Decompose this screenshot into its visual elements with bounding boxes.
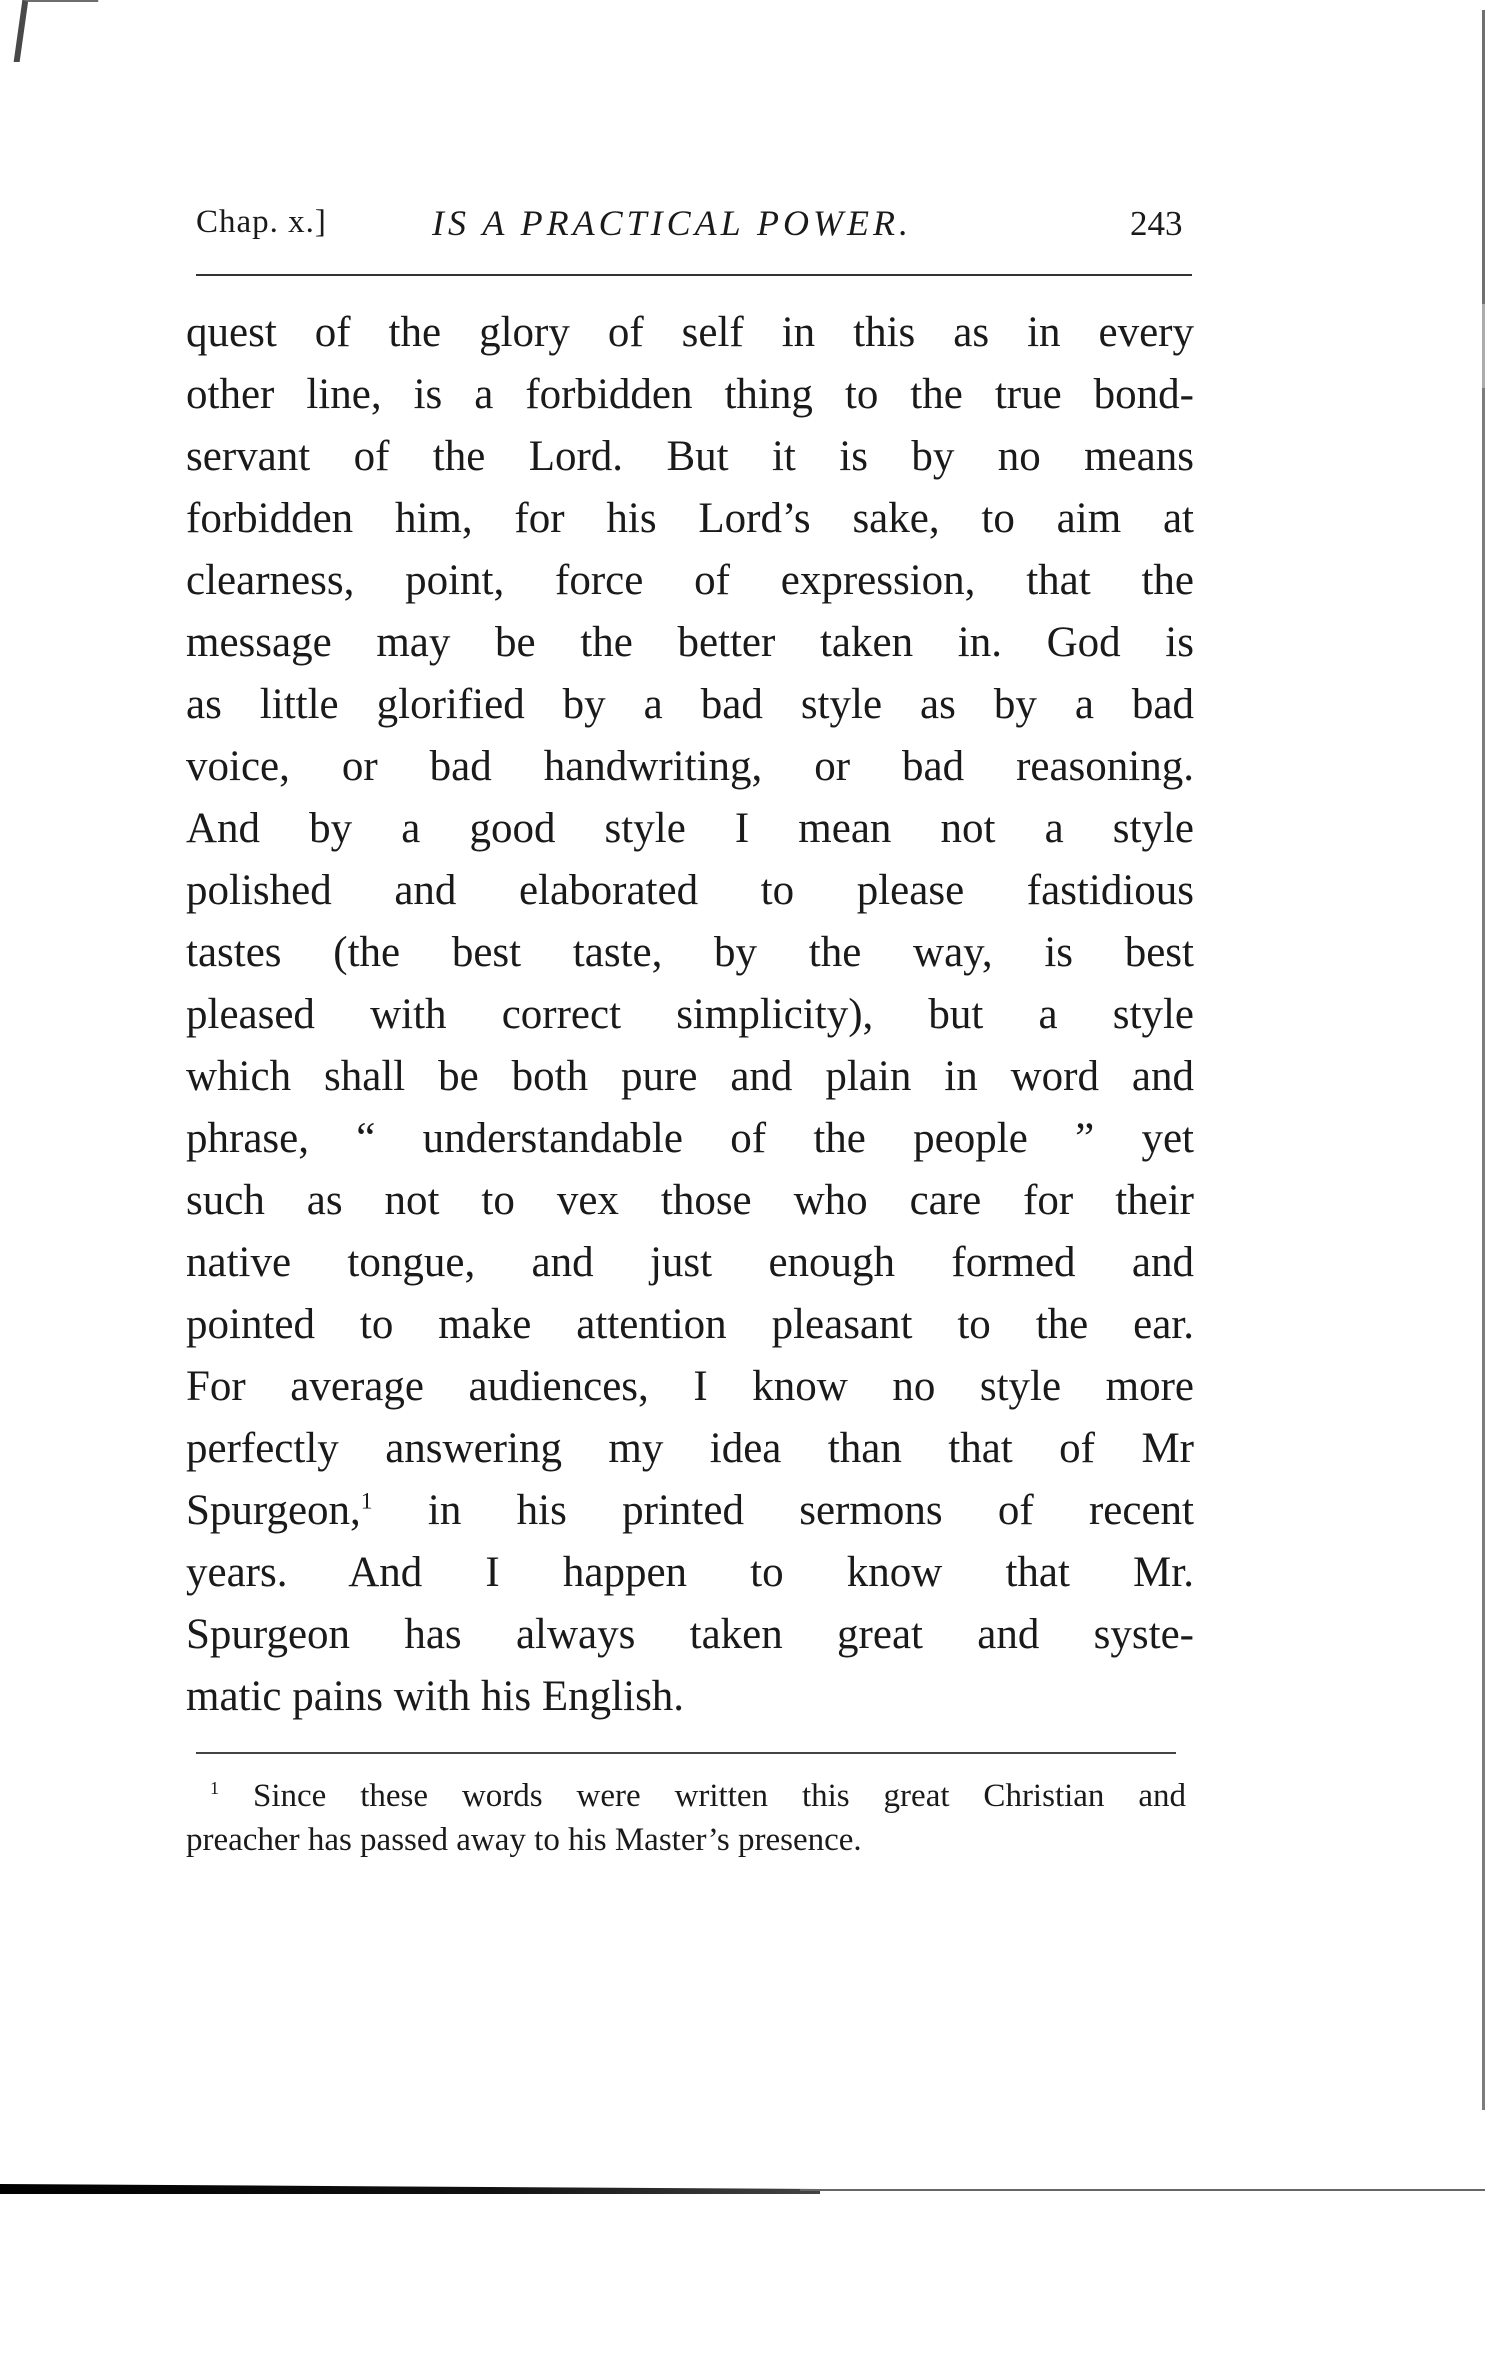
text-line: polished and elaborated to please fastidious: [186, 867, 1194, 914]
scan-bottom-shadow: [0, 2184, 820, 2194]
chapter-label: Chap. x.]: [196, 204, 327, 240]
footnote-rule: [196, 1752, 1176, 1754]
running-title: IS A PRACTICAL POWER.: [432, 203, 912, 243]
text-line: voice, or bad handwriting, or bad reasoning.: [186, 743, 1194, 790]
body-text: [186, 302, 1194, 1728]
text-line: such as not to vex those who care for their: [186, 1177, 1194, 1224]
text-line: clearness, point, force of expression, that the: [186, 557, 1194, 604]
footnote: [186, 1774, 1186, 1862]
text-line-with-footnote-ref: [186, 1480, 1194, 1542]
text-line: Spurgeon has always taken great and syste-: [186, 1611, 1194, 1658]
text-line: forbidden him, for his Lord’s sake, to aim at: [186, 495, 1194, 542]
page-number: 243: [1130, 204, 1183, 243]
text-line: phrase, “ understandable of the people ” yet: [186, 1115, 1194, 1162]
text-line: For average audiences, I know no style more: [186, 1363, 1194, 1410]
text-line: servant of the Lord. But it is by no means: [186, 433, 1194, 480]
spurgeon-word: Spurgeon,: [186, 1487, 361, 1534]
text-line: which shall be both pure and plain in word and: [186, 1053, 1194, 1100]
footnote-line-1: Since these words were written this great Christian and: [253, 1778, 1186, 1814]
footnote-reference: 1: [360, 1488, 373, 1515]
text-line: native tongue, and just enough formed and: [186, 1239, 1194, 1286]
text-line: message may be the better taken in. God is: [186, 619, 1194, 666]
text-line: And by a good style I mean not a style: [186, 805, 1194, 852]
text-line: quest of the glory of self in this as in every: [186, 309, 1194, 356]
scan-bottom-line: [800, 2189, 1485, 2191]
text-line: years. And I happen to know that Mr.: [186, 1549, 1194, 1596]
scan-bottom-edge: [0, 2180, 1485, 2194]
text-line: as little glorified by a bad style as by a bad: [186, 681, 1194, 728]
text-line: other line, is a forbidden thing to the true bond-: [186, 371, 1194, 418]
text-line: tastes (the best taste, by the way, is best: [186, 929, 1194, 976]
running-header: [196, 198, 1196, 258]
text-line: matic pains with his English.: [186, 1673, 685, 1720]
footnote-line: [186, 1774, 1186, 1818]
scan-corner-mark: [14, 0, 99, 62]
text-line-remainder: in his printed sermons of recent: [427, 1487, 1194, 1534]
text-line: perfectly answering my idea than that of Mr: [186, 1425, 1194, 1472]
footnote-line-2: preacher has passed away to his Master’s presence.: [186, 1822, 862, 1858]
footnote-marker: 1: [210, 1778, 220, 1798]
scan-right-edge: [1482, 10, 1485, 2110]
text-line: pleased with correct simplicity), but a style: [186, 991, 1194, 1038]
header-rule: [196, 274, 1192, 276]
text-line: pointed to make attention pleasant to the ear.: [186, 1301, 1194, 1348]
